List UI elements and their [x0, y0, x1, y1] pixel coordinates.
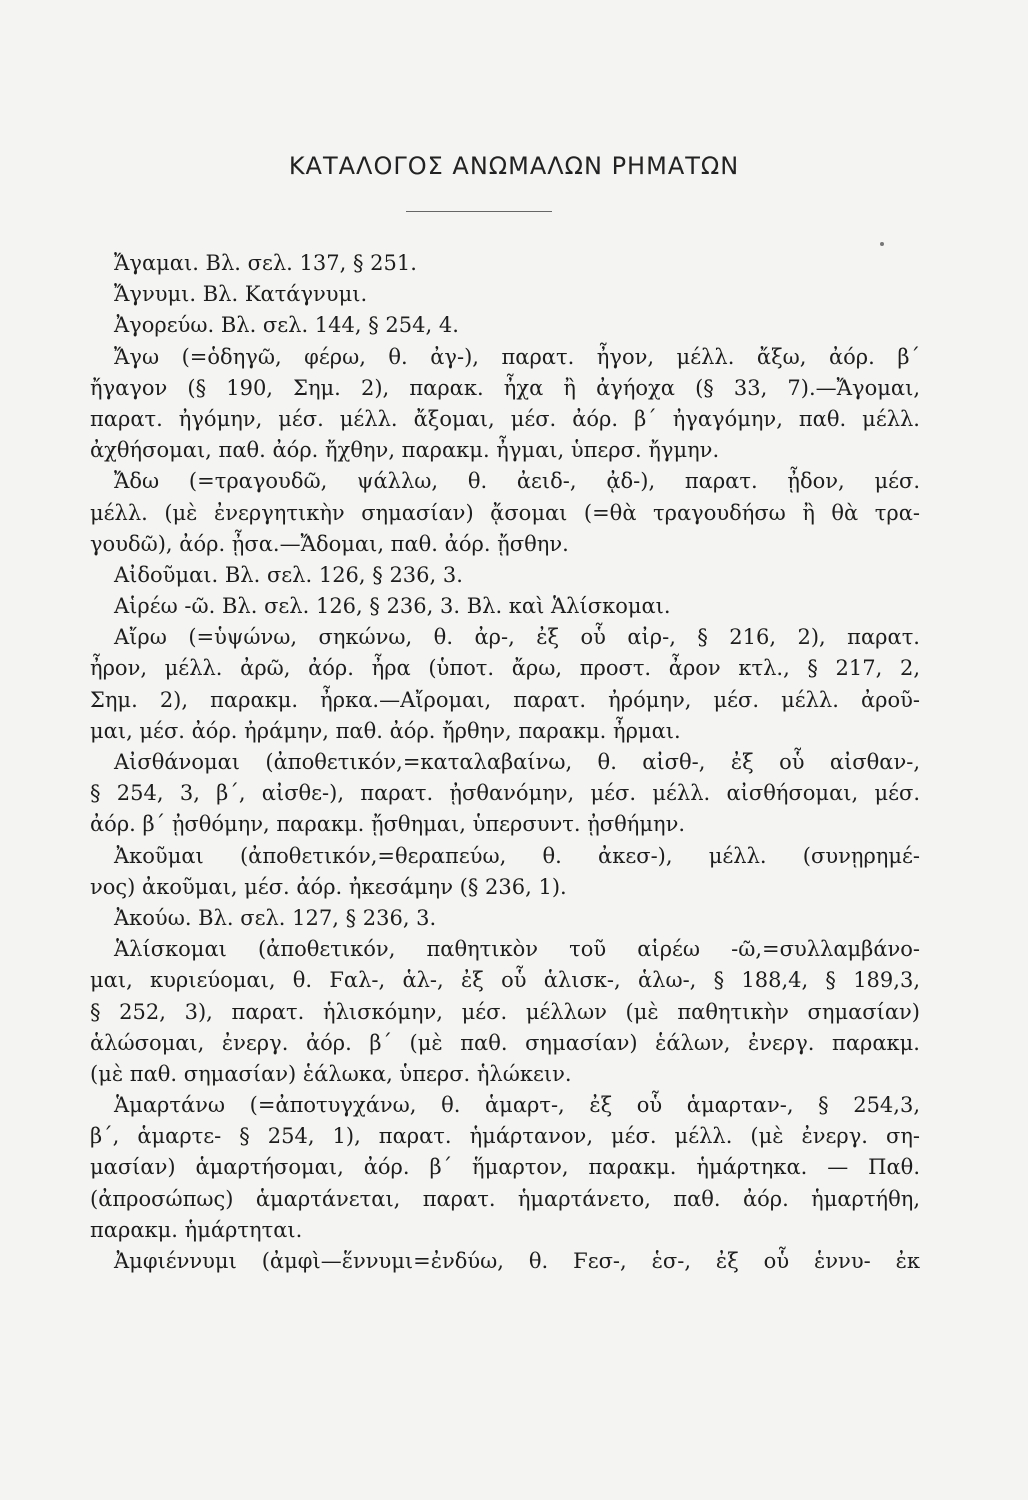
text-line: (ἀπροσώπως) ἁμαρτάνεται, παρατ. ἡμαρτάνετο, παθ. ἀόρ. ἡμαρτήθη,: [90, 1186, 920, 1211]
text-line: § 254, 3, β΄, αἰσθε-), παρατ. ᾐσθανόμην, μέσ. μέλλ. αἰσθήσομαι, μέσ.: [90, 781, 920, 806]
text-line: ἤγαγον (§ 190, Σημ. 2), παρακ. ἦχα ἢ ἀγήοχα (§ 33, 7).—Ἄγομαι,: [90, 375, 920, 400]
text-line: γουδῶ), ἀόρ. ᾖσα.—Ἄδομαι, παθ. ἀόρ. ᾔσθην.: [90, 531, 569, 556]
text-line: μασίαν) ἁμαρτήσομαι, ἀόρ. β΄ ἥμαρτον, παρακμ. ἡμάρτηκα. — Παθ.: [90, 1155, 920, 1180]
text-line: Ἀκούω. Βλ. σελ. 127, § 236, 3.: [114, 905, 437, 930]
text-line: Ἄδω (=τραγουδῶ, ψάλλω, θ. ἀειδ-, ᾀδ-), παρατ. ᾖδον, μέσ.: [114, 469, 920, 494]
text-line: Αἱρέω -ῶ. Βλ. σελ. 126, § 236, 3. Βλ. καὶ Ἁλίσκομαι.: [114, 594, 671, 619]
text-line: ἁλώσομαι, ἐνεργ. ἀόρ. β΄ (μὲ παθ. σημασίαν) ἑάλων, ἐνεργ. παρακμ.: [90, 1030, 920, 1055]
text-line: Ἁμαρτάνω (=ἀποτυγχάνω, θ. ἁμαρτ-, ἐξ οὗ ἁμαρταν-, § 254,3,: [114, 1093, 920, 1118]
text-line: νος) ἀκοῦμαι, μέσ. ἀόρ. ἠκεσάμην (§ 236, 1).: [90, 874, 567, 899]
text-line: Ἄγνυμι. Βλ. Κατάγνυμι.: [114, 282, 368, 307]
text-line: ἀόρ. β΄ ᾐσθόμην, παρακμ. ᾔσθημαι, ὑπερσυντ. ᾐσθήμην.: [90, 812, 686, 837]
text-line: Ἀγορεύω. Βλ. σελ. 144, § 254, 4.: [114, 313, 459, 338]
text-line: Ἀμφιέννυμι (ἀμφὶ—ἕννυμι=ἐνδύω, θ. Ϝεσ-, ἑσ-, ἐξ οὗ ἑννυ- ἐκ: [114, 1249, 920, 1273]
text-line: μέλλ. (μὲ ἐνεργητικὴν σημασίαν) ᾄσομαι (=θὰ τραγουδήσω ἢ θὰ τρα-: [90, 500, 920, 525]
text-line: ἦρον, μέλλ. ἀρῶ, ἀόρ. ἦρα (ὑποτ. ἄρω, προστ. ἆρον κτλ., § 217, 2,: [90, 656, 920, 681]
text-line: Ἁλίσκομαι (ἀποθετικόν, παθητικὸν τοῦ αἱρέω -ῶ,=συλλαμβάνο-: [114, 937, 920, 962]
text-line: β΄, ἁμαρτε- § 254, 1), παρατ. ἡμάρτανον, μέσ. μέλλ. (μὲ ἐνεργ. ση-: [90, 1124, 920, 1149]
page-title: ΚΑΤΑΛΟΓΟΣ ΑΝΩΜΑΛΩΝ ΡΗΜΑΤΩΝ: [288, 152, 740, 180]
text-line: μαι, μέσ. ἀόρ. ἠράμην, παθ. ἀόρ. ἤρθην, παρακμ. ἦρμαι.: [90, 718, 681, 743]
text-line: Ἀκοῦμαι (ἀποθετικόν,=θεραπεύω, θ. ἀκεσ-), μέλλ. (συνῃρημέ-: [114, 843, 920, 868]
text-line: ἀχθήσομαι, παθ. ἀόρ. ἤχθην, παρακμ. ἦγμαι, ὑπερσ. ἤγμην.: [90, 438, 720, 463]
text-line: Σημ. 2), παρακμ. ἦρκα.—Αἴρομαι, παρατ. ἠρόμην, μέσ. μέλλ. ἀροῦ-: [90, 687, 920, 712]
text-line: Αἰσθάνομαι (ἀποθετικόν,=καταλαβαίνω, θ. αἰσθ-, ἐξ οὗ αἰσθαν-,: [114, 750, 920, 774]
title-divider: [406, 211, 552, 212]
verb-list: [90, 248, 920, 1277]
text-line: Ἄγαμαι. Βλ. σελ. 137, § 251.: [114, 251, 417, 275]
text-line: Αἴρω (=ὑψώνω, σηκώνω, θ. ἀρ-, ἐξ οὗ αἰρ-, § 216, 2), παρατ.: [114, 625, 920, 650]
text-line: § 252, 3), παρατ. ἡλισκόμην, μέσ. μέλλων (μὲ παθητικὴν σημασίαν): [90, 999, 920, 1024]
text-line: Αἰδοῦμαι. Βλ. σελ. 126, § 236, 3.: [114, 562, 463, 587]
text-line: (μὲ παθ. σημασίαν) ἑάλωκα, ὑπερσ. ἡλώκειν.: [90, 1061, 572, 1086]
margin-dot: [880, 242, 884, 246]
text-line: παρατ. ἠγόμην, μέσ. μέλλ. ἄξομαι, μέσ. ἀόρ. β΄ ἠγαγόμην, παθ. μέλλ.: [90, 406, 920, 431]
text-line: μαι, κυριεύομαι, θ. Ϝαλ-, ἁλ-, ἐξ οὗ ἁλισκ-, ἁλω-, § 188,4, § 189,3,: [90, 968, 920, 993]
text-line: παρακμ. ἡμάρτηται.: [90, 1217, 303, 1242]
text-line: Ἄγω (=ὁδηγῶ, φέρω, θ. ἀγ-), παρατ. ἦγον, μέλλ. ἄξω, ἀόρ. β΄: [114, 344, 920, 369]
